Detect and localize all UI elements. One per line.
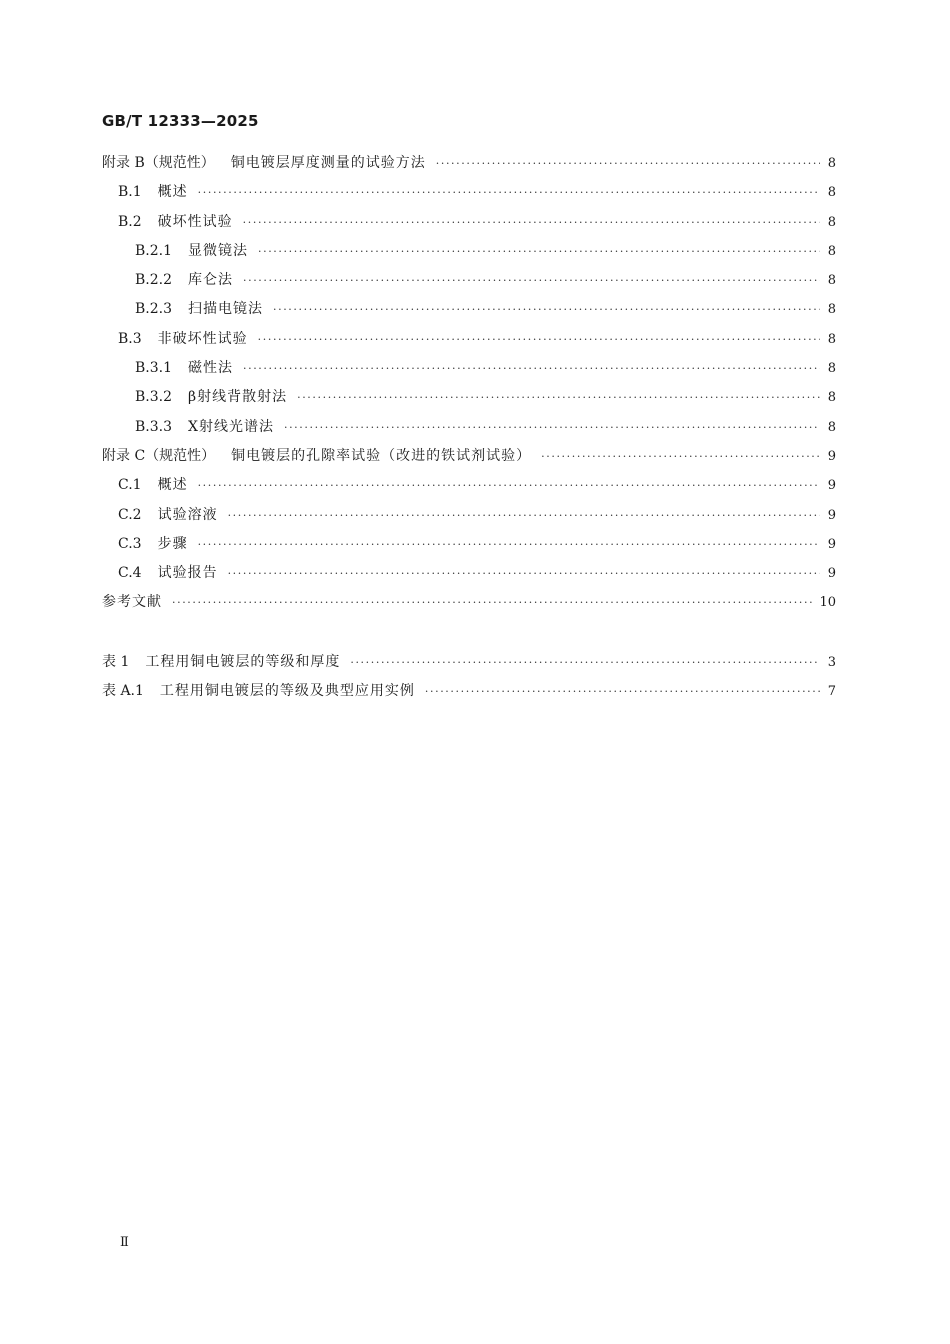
toc-entry-page: 8 (827, 390, 836, 406)
toc-entry-number: C.2 (118, 506, 142, 523)
toc-entry-c2[interactable] (102, 504, 836, 533)
toc-entry-page: 9 (827, 507, 836, 523)
toc-entry-page: 8 (827, 419, 836, 435)
toc-entry-references[interactable] (102, 591, 836, 620)
toc-entry-title: X射线光谱法 (188, 418, 274, 435)
toc-entry-title: 非破坏性试验 (157, 330, 248, 347)
toc-entry-annex-b[interactable] (102, 152, 836, 181)
toc-entry-b23[interactable] (102, 298, 836, 327)
toc-leader-dots (541, 450, 820, 463)
toc-leader-dots (436, 157, 820, 170)
toc-leader-dots (284, 421, 820, 434)
toc-leader-dots (243, 216, 820, 229)
toc-leader-dots (228, 509, 820, 522)
toc-entry-number: B.3.3 (135, 418, 173, 435)
standard-code: GB/T 12333—2025 (102, 112, 259, 130)
toc-entry-page: 9 (827, 478, 836, 494)
toc-entry-b31[interactable] (102, 357, 836, 386)
toc-leader-dots (198, 186, 820, 199)
toc-entry-page: 9 (827, 536, 836, 552)
toc-entry-title: 概述 (157, 477, 188, 494)
toc-entry-number: B.3.1 (135, 360, 173, 377)
table-of-contents (102, 152, 836, 621)
toc-entry-page: 8 (827, 273, 836, 289)
toc-leader-dots (198, 538, 820, 551)
toc-entry-title: 扫描电镜法 (188, 301, 264, 318)
toc-entry-page: 7 (827, 684, 836, 700)
toc-leader-dots (228, 567, 820, 580)
toc-entry-title: 铜电镀层厚度测量的试验方法 (230, 155, 426, 171)
toc-entry-page: 10 (819, 595, 836, 611)
toc-entry-title: β射线背散射法 (188, 389, 288, 406)
toc-entry-number: 附录 B（规范性） (102, 155, 215, 171)
toc-entry-page: 9 (827, 448, 836, 464)
toc-entry-number: B.2 (118, 213, 142, 230)
toc-entry-title: 试验溶液 (157, 506, 218, 523)
toc-entry-page: 8 (827, 214, 836, 230)
toc-entry-page: 9 (827, 566, 836, 582)
toc-entry-b1[interactable] (102, 181, 836, 210)
toc-entry-title: 工程用铜电镀层的等级及典型应用实例 (159, 683, 415, 700)
toc-leader-dots (258, 333, 820, 346)
toc-entry-title: 参考文献 (102, 594, 162, 611)
toc-entry-title: 步骤 (157, 535, 188, 552)
toc-entry-title: 库仑法 (188, 272, 234, 289)
toc-entry-number: 表 A.1 (102, 683, 144, 700)
toc-leader-dots (425, 685, 820, 698)
toc-entry-number: C.4 (118, 565, 142, 582)
toc-entry-b21[interactable] (102, 240, 836, 269)
toc-entry-b33[interactable] (102, 416, 836, 445)
toc-entry-number: C.3 (118, 535, 142, 552)
toc-entry-number: B.2.3 (135, 301, 173, 318)
toc-leader-dots (297, 391, 820, 404)
toc-leader-dots (243, 274, 820, 287)
list-of-tables (102, 651, 836, 710)
toc-entry-c3[interactable] (102, 533, 836, 562)
toc-entry-page: 8 (827, 302, 836, 318)
toc-entry-title: 工程用铜电镀层的等级和厚度 (145, 654, 341, 670)
toc-entry-b32[interactable] (102, 386, 836, 415)
toc-entry-number: B.3 (118, 330, 142, 347)
toc-entry-page: 3 (827, 655, 836, 670)
toc-entry-b3[interactable] (102, 328, 836, 357)
toc-leader-dots (198, 479, 820, 492)
toc-entry-title: 试验报告 (157, 565, 218, 582)
toc-entry-table-a1[interactable] (102, 680, 836, 709)
toc-entry-page: 8 (827, 361, 836, 377)
toc-entry-title: 磁性法 (188, 360, 234, 377)
page-number: Ⅱ (120, 1235, 129, 1250)
toc-entry-b22[interactable] (102, 269, 836, 298)
toc-entry-table-1[interactable] (102, 651, 836, 680)
toc-entry-number: B.1 (118, 184, 142, 201)
toc-entry-c1[interactable] (102, 474, 836, 503)
toc-entry-number: 表 1 (102, 654, 130, 670)
toc-entry-page: 8 (827, 156, 836, 171)
toc-entry-annex-c[interactable] (102, 445, 836, 474)
toc-entry-title: 铜电镀层的孔隙率试验（改进的铁试剂试验） (231, 447, 532, 464)
toc-entry-title: 概述 (157, 184, 188, 201)
toc-entry-number: B.2.1 (135, 242, 173, 259)
toc-entry-page: 8 (827, 185, 836, 201)
toc-entry-number: B.2.2 (135, 272, 173, 289)
toc-entry-title: 破坏性试验 (157, 213, 233, 230)
toc-entry-number: 附录 C（规范性） (102, 447, 216, 464)
toc-leader-dots (243, 362, 820, 375)
toc-entry-title: 显微镜法 (188, 242, 249, 259)
toc-leader-dots (350, 656, 820, 669)
toc-entry-page: 8 (827, 243, 836, 259)
toc-entry-number: B.3.2 (135, 389, 173, 406)
toc-leader-dots (258, 245, 820, 258)
toc-leader-dots (172, 596, 813, 609)
toc-entry-c4[interactable] (102, 562, 836, 591)
toc-leader-dots (273, 303, 820, 316)
toc-entry-b2[interactable] (102, 211, 836, 240)
toc-entry-page: 8 (827, 331, 836, 347)
toc-entry-number: C.1 (118, 477, 142, 494)
